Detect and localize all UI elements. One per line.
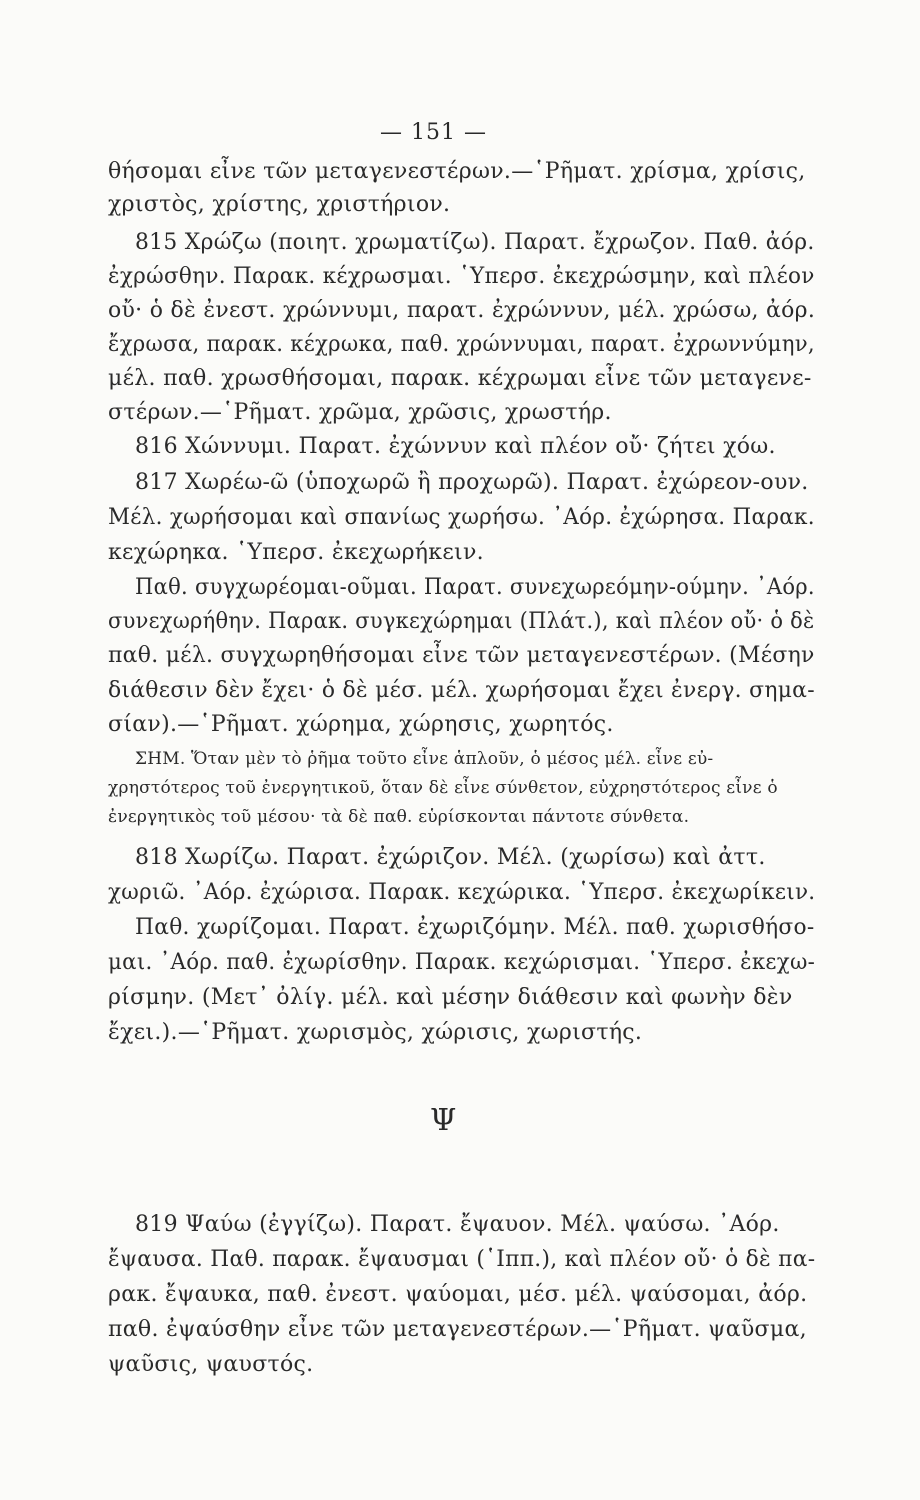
text-line: παθ. ἐψαύσθην εἶνε τῶν μεταγενεστέρων.—῾Ρῆματ. ψαῦσμα, [108, 1317, 807, 1342]
note-line: χρηστότερος τοῦ ἐνεργητικοῦ, ὅταν δὲ εἶνε σύνθετον, εὐχρηστότερος εἶνε ὁ [108, 778, 778, 798]
entry-818-line: 818 Χωρίζω. Παρατ. ἐχώριζον. Μέλ. (χωρίσω) καὶ ἀττ. [135, 845, 766, 870]
text-line: Παθ. χωρίζομαι. Παρατ. ἐχωριζόμην. Μέλ. παθ. χωρισθήσο- [135, 915, 815, 940]
text-line: ἔψαυσα. Παθ. παρακ. ἔψαυσμαι (῾Ιππ.), καὶ πλέον οὔ· ὁ δὲ πα- [108, 1247, 816, 1272]
note-line: ΣΗΜ. Ὅταν μὲν τὸ ῥῆμα τοῦτο εἶνε ἁπλοῦν, ὁ μέσος μέλ. εἶνε εὐ- [135, 749, 714, 769]
text-line: Παθ. συγχωρέομαι-οῦμαι. Παρατ. συνεχωρεόμην-ούμην. ᾿Αόρ. [135, 575, 815, 600]
text-line: παθ. μέλ. συγχωρηθήσομαι εἶνε τῶν μεταγενεστέρων. (Μέσην [108, 643, 815, 668]
page-number: — 151 — [380, 120, 487, 145]
text-line: στέρων.—῾Ρῆματ. χρῶμα, χρῶσις, χρωστήρ. [108, 400, 612, 425]
section-letter: Ψ [430, 1103, 457, 1138]
entry-819-line: 819 Ψαύω (ἐγγίζω). Παρατ. ἔψαυον. Μέλ. ψαύσω. ᾿Αόρ. [135, 1212, 780, 1237]
text-line: ἔχει.).—῾Ρῆματ. χωρισμὸς, χώρισις, χωριστής. [108, 1020, 643, 1045]
entry-815-line: 815 Χρώζω (ποιητ. χρωματίζω). Παρατ. ἔχρωζον. Παθ. ἀόρ. [135, 230, 815, 255]
text-line: Μέλ. χωρήσομαι καὶ σπανίως χωρήσω. ᾿Αόρ. ἐχώρησα. Παρακ. [108, 505, 815, 530]
text-line: χωριῶ. ᾿Αόρ. ἐχώρισα. Παρακ. κεχώρικα. ῾Υπερσ. ἐκεχωρίκειν. [108, 880, 816, 905]
text-line: ρακ. ἔψαυκα, παθ. ἐνεστ. ψαύομαι, μέσ. μέλ. ψαύσομαι, ἀόρ. [108, 1282, 808, 1307]
text-line: συνεχωρήθην. Παρακ. συγκεχώρημαι (Πλάτ.), καὶ πλέον οὔ· ὁ δὲ [108, 609, 815, 634]
text-line: θήσομαι εἶνε τῶν μεταγενεστέρων.—῾Ρῆματ. χρίσμα, χρίσις, [108, 159, 806, 184]
entry-817-line: 817 Χωρέω-ῶ (ὑποχωρῶ ἢ προχωρῶ). Παρατ. ἐχώρεον-ουν. [135, 470, 809, 495]
text-line: ρίσμην. (Μετ᾿ ὀλίγ. μέλ. καὶ μέσην διάθεσιν καὶ φωνὴν δὲν [108, 985, 793, 1010]
text-line: ἐχρώσθην. Παρακ. κέχρωσμαι. ῾Υπερσ. ἐκεχρώσμην, καὶ πλέον [108, 264, 815, 289]
text-line: ἔχρωσα, παρακ. κέχρωκα, παθ. χρώννυμαι, παρατ. ἐχρωννύμην, [108, 332, 815, 357]
text-line: μέλ. παθ. χρωσθήσομαι, παρακ. κέχρωμαι εἶνε τῶν μεταγενε- [108, 366, 812, 391]
text-line: οὔ· ὁ δὲ ἐνεστ. χρώννυμι, παρατ. ἐχρώννυν, μέλ. χρώσω, ἀόρ. [108, 298, 816, 323]
text-line: ψαῦσις, ψαυστός. [108, 1352, 314, 1377]
note-line: ἐνεργητικὸς τοῦ μέσου· τὰ δὲ παθ. εὑρίσκονται πάντοτε σύνθετα. [108, 807, 690, 827]
text-line: διάθεσιν δὲν ἔχει· ὁ δὲ μέσ. μέλ. χωρήσομαι ἔχει ἐνεργ. σημα- [108, 678, 815, 703]
text-line: χριστὸς, χρίστης, χριστήριον. [108, 192, 451, 217]
text-line: μαι. ᾿Αόρ. παθ. ἐχωρίσθην. Παρακ. κεχώρισμαι. ῾Υπερσ. ἐκεχω- [108, 950, 816, 975]
entry-816-line: 816 Χώννυμι. Παρατ. ἐχώννυν καὶ πλέον οὔ· ζήτει χόω. [135, 434, 776, 459]
text-line: σίαν).—῾Ρῆματ. χώρημα, χώρησις, χωρητός. [108, 712, 614, 737]
text-line: κεχώρηκα. ῾Υπερσ. ἐκεχωρήκειν. [108, 540, 484, 565]
